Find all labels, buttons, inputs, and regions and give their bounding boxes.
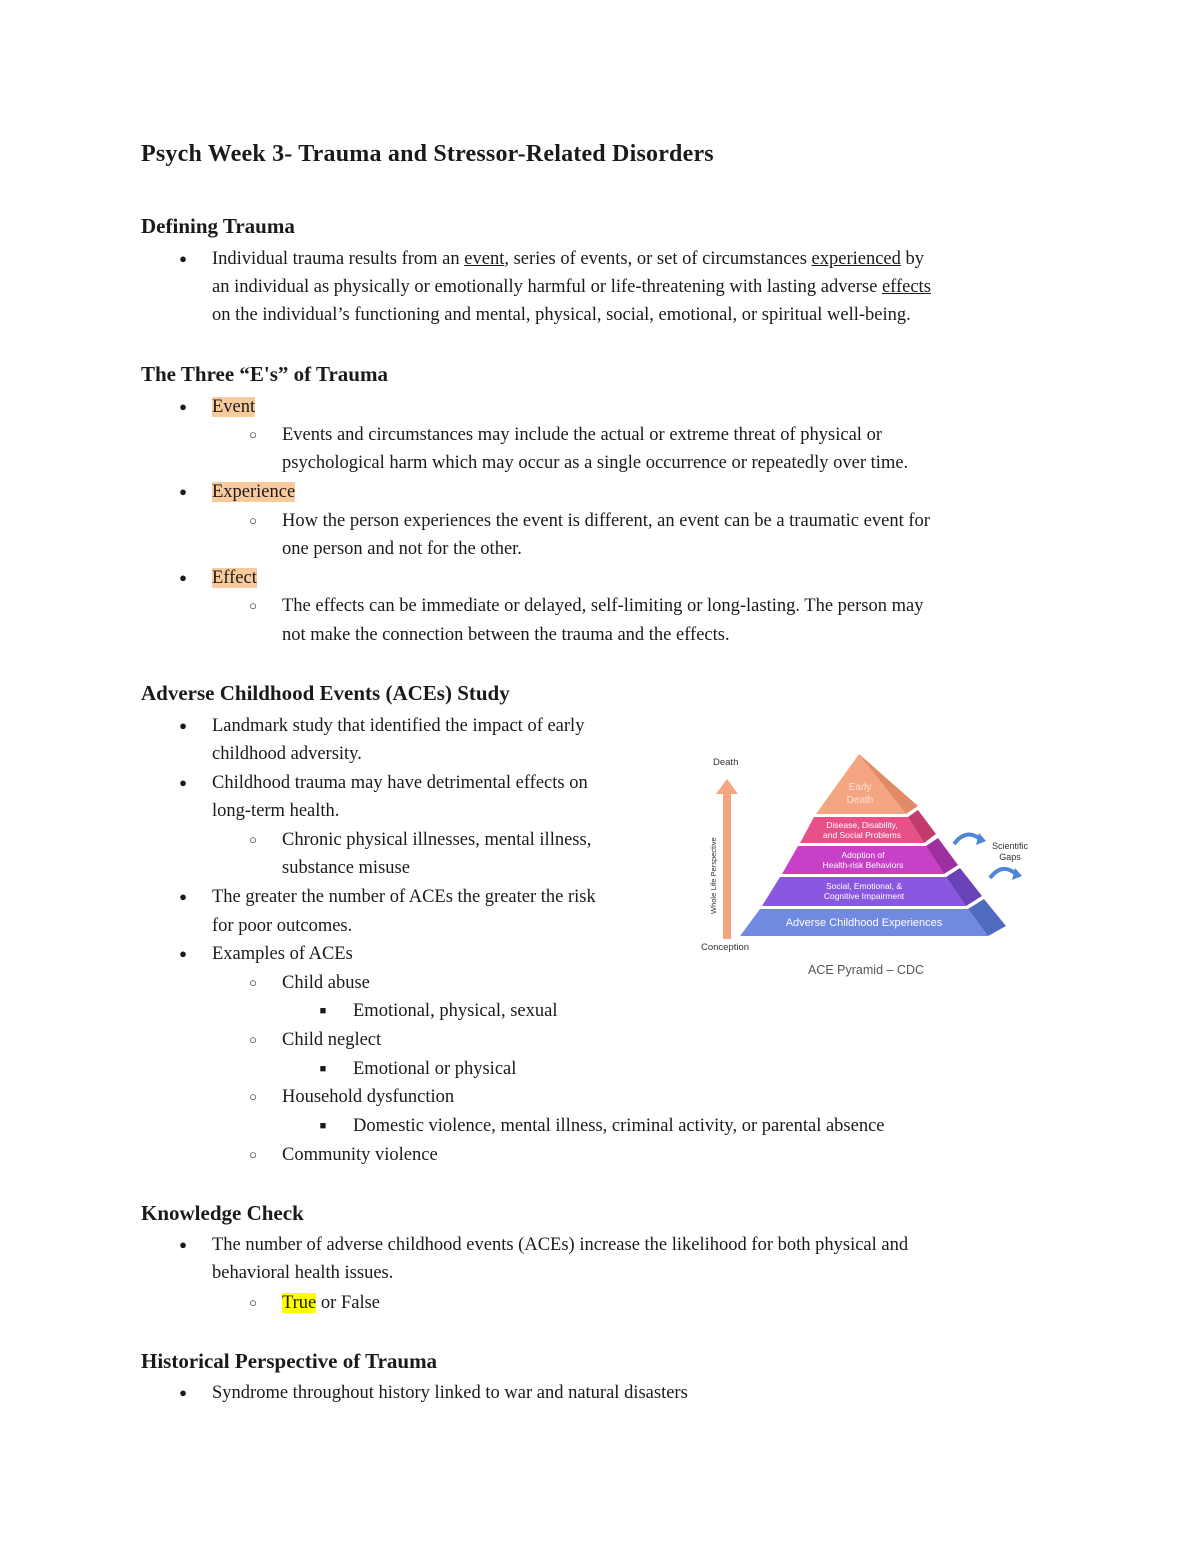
highlighted-term: Effect [212,568,257,588]
heading-three-es: The Three “E's” of Trauma [141,362,388,386]
level-label: Disease, Disability, [826,820,898,830]
bullet-icon: ● [179,775,187,790]
circle-bullet-icon: ○ [249,1032,257,1047]
sub-list-item-continuation: psychological harm which may occur as a single occurrence or repeatedly over time. [282,453,909,473]
bullet-icon: ● [179,718,187,733]
page-title: Psych Week 3- Trauma and Stressor-Related Disorders [141,141,714,167]
underlined-word: effects [881,277,931,297]
bullet-icon: ● [179,1237,187,1252]
list-item: ● Childhood trauma may have detrimental effects on [212,769,588,798]
sub-list-item: ○ How the person experiences the event is different, an event can be a traumatic event for [282,507,930,536]
underlined-word: experienced [811,249,901,269]
list-item: ● Syndrome throughout history linked to war and natural disasters [212,1379,688,1408]
circle-bullet-icon: ○ [249,1089,257,1104]
level-label: Social, Emotional, & [825,881,903,891]
level-label: Adoption of [841,850,885,860]
bullet-icon: ● [179,1385,187,1400]
sub-list-item: ○ Household dysfunction [282,1083,454,1112]
scientific-gaps-label: Gaps [999,852,1021,862]
scientific-gaps-arrow-icon [954,835,980,844]
list-item: ● The number of adverse childhood events (ACEs) increase the likelihood for both physical and [212,1231,908,1260]
sub-list-item-continuation: one person and not for the other. [282,539,522,559]
bullet-icon: ● [179,946,187,961]
sub-list-item-continuation: substance misuse [282,858,410,878]
life-arrow-icon [716,779,738,939]
sub-sub-list-item: ■ Emotional or physical [353,1055,516,1084]
sub-list-item: ○ Chronic physical illnesses, mental illness, [282,826,591,855]
list-item: ● Examples of ACEs [212,940,353,969]
list-item-continuation: behavioral health issues. [212,1263,394,1283]
bullet-icon: ● [179,570,187,585]
sub-sub-list-item: ■ Emotional, physical, sexual [353,997,558,1026]
circle-bullet-icon: ○ [249,1147,257,1162]
list-item-continuation: an individual as physically or emotionally harmful or life-threatening with lasting adverse effects [212,277,931,297]
highlighted-term: Event [212,397,256,417]
circle-bullet-icon: ○ [249,513,257,528]
square-bullet-icon: ■ [319,1120,327,1132]
sub-list-item: ○ Child abuse [282,969,370,998]
sub-list-item-continuation: not make the connection between the trauma and the effects. [282,625,730,645]
list-item-effect [179,564,257,593]
circle-bullet-icon: ○ [249,832,257,847]
underlined-word: event [464,249,505,269]
bullet-icon: ● [179,251,187,266]
list-item-continuation: long-term health. [212,801,340,821]
scientific-gaps-label: Scientific [991,841,1029,851]
square-bullet-icon: ■ [319,1005,327,1017]
sub-list-item: ○ Community violence [282,1141,438,1170]
list-item-experience [179,478,296,507]
figure-caption: ACE Pyramid – CDC [808,963,924,977]
list-item-continuation: childhood adversity. [212,744,362,764]
sub-sub-list-item: ■ Domestic violence, mental illness, criminal activity, or parental absence [353,1112,885,1141]
highlighted-answer: True [282,1293,317,1313]
level-label: Death [846,795,874,806]
list-item-continuation: for poor outcomes. [212,916,353,936]
list-item: ● Landmark study that identified the impact of early [212,712,584,741]
axis-label-whole-life: Whole Life Perspective [709,837,718,914]
list-item: ● The greater the number of ACEs the greater the risk [212,883,596,912]
sub-list-item: ○ The effects can be immediate or delayed, self-limiting or long-lasting. The person may [282,592,923,621]
list-item: ● Individual trauma results from an event, series of events, or set of circumstances experienced by [212,245,924,274]
ace-pyramid-figure [696,744,1041,984]
level-label: Cognitive Impairment [823,891,905,901]
level-label: Health-risk Behaviors [822,860,904,870]
bullet-icon: ● [179,484,187,499]
circle-bullet-icon: ○ [249,975,257,990]
axis-label-death: Death [713,757,739,768]
bullet-icon: ● [179,889,187,904]
scientific-gaps-arrow-icon [990,869,1016,878]
list-item-continuation: on the individual’s functioning and mental, physical, social, emotional, or spiritual well-being. [212,305,911,325]
level-label: Early [848,782,872,793]
sub-list-item: ○ Events and circumstances may include the actual or extreme threat of physical or [282,421,882,450]
circle-bullet-icon: ○ [249,1295,257,1310]
level-label: and Social Problems [823,830,901,840]
highlighted-term: Experience [212,482,296,502]
sub-list-item-answer: ○ True or False [282,1289,380,1318]
circle-bullet-icon: ○ [249,598,257,613]
circle-bullet-icon: ○ [249,427,257,442]
level-label: Adverse Childhood Experiences [785,917,943,929]
axis-label-conception: Conception [701,942,750,953]
list-item-event [179,393,256,422]
sub-list-item: ○ Child neglect [282,1026,381,1055]
heading-defining-trauma: Defining Trauma [141,214,295,238]
heading-historical-perspective: Historical Perspective of Trauma [141,1349,438,1373]
square-bullet-icon: ■ [319,1063,327,1075]
bullet-icon: ● [179,399,187,414]
heading-aces-study: Adverse Childhood Events (ACEs) Study [141,681,510,705]
heading-knowledge-check: Knowledge Check [141,1201,304,1225]
